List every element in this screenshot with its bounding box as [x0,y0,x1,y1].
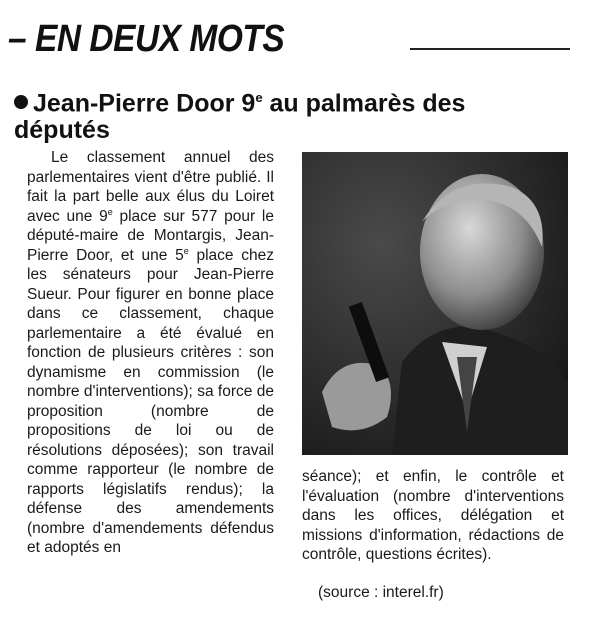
body-superscript-1: e [107,206,113,217]
body-text-3: place chez les sénateurs pour Jean-Pierre Sueur. Pour figurer en bonne place dans ce classement, chaque parlementaire a été évalué en fonction de plusieurs critères : son dynamisme en commission (le nombre d'interventions); sa force de proposition (nombre de propositions de loi ou de résolutions déposées); son travail comme rapporteur (le nombre de rapports législatifs rendus); la défense des amendements (nombre d'amendements défendus et adoptés en [27,246,274,556]
bullet-icon [14,95,28,109]
section-title: – EN DEUX MOTS [8,18,285,60]
article-body-left-column [27,148,274,558]
article-body-right-column: séance); et enfin, le contrôle et l'évaluation (nombre d'interventions dans les offices, délégation et missions d'information, rédactions de contrôle, questions écrites). [302,468,564,563]
body-superscript-2: e [183,245,189,256]
body-text-1: Le classement annuel des parlementaires vient d'être publié. Il fait la part belle aux élus du Loiret avec une 9 [27,149,274,225]
headline-text-part2: au palmarès des députés [14,89,466,145]
headline-text-part1: Jean-Pierre Door 9 [33,89,256,118]
headline-superscript: e [255,90,263,105]
section-rule [410,48,570,50]
portrait-photo-graphic [302,152,568,455]
body-text-2: place sur 577 pour le député-maire de Montargis, Jean-Pierre Door, et une 5 [27,207,274,264]
article-source: (source : interel.fr) [318,584,444,601]
portrait-photo [302,152,568,455]
article-headline [14,84,484,144]
